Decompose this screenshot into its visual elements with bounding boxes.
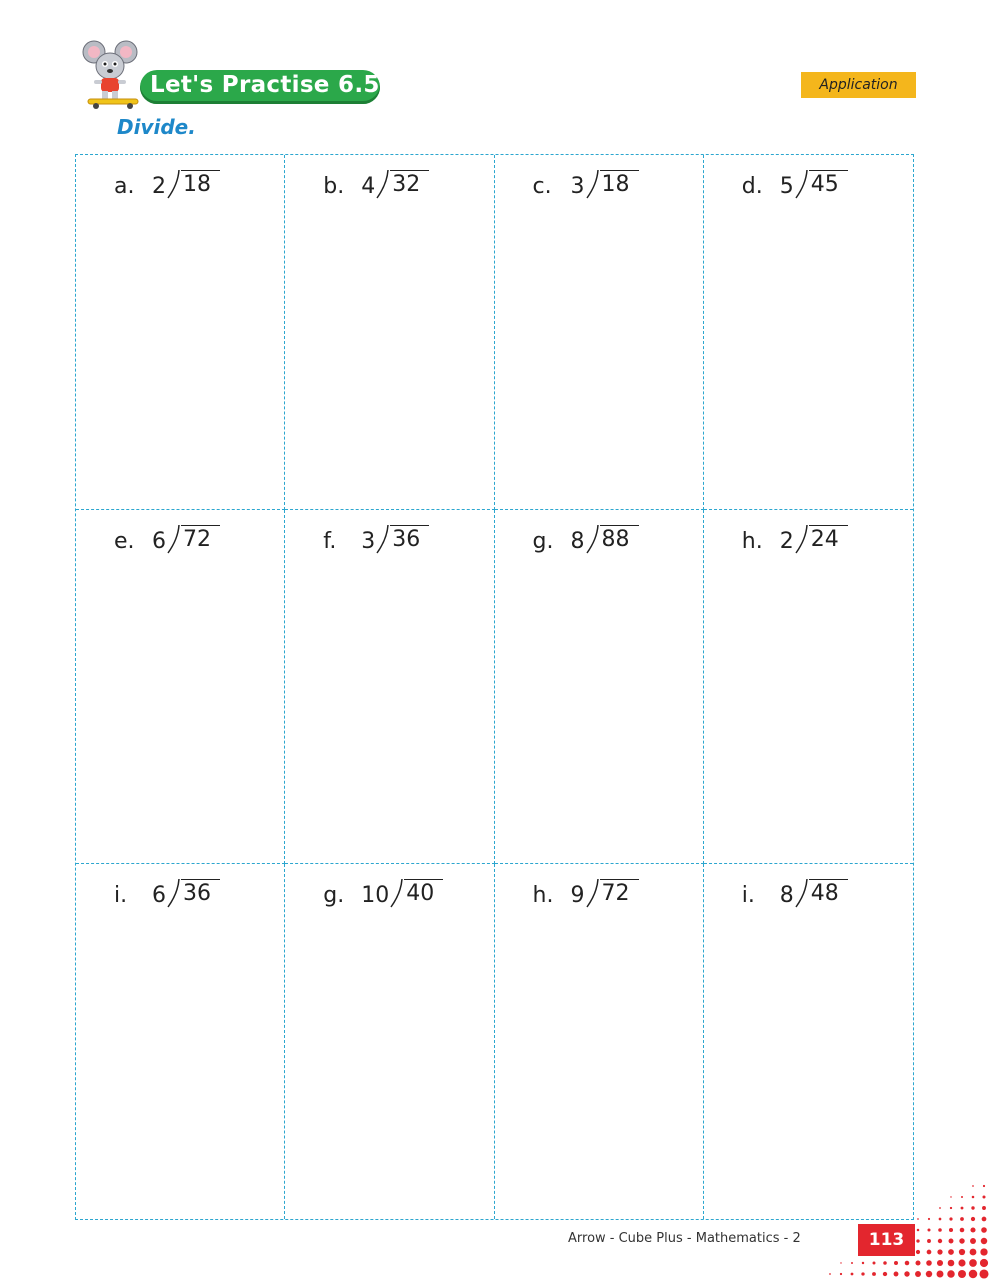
decorative-dot xyxy=(916,1239,919,1242)
division-problem xyxy=(114,524,220,554)
decorative-dot xyxy=(938,1239,942,1243)
decorative-dot xyxy=(840,1262,841,1263)
division-problem xyxy=(114,878,220,908)
dividend: 72 xyxy=(600,879,639,908)
problem-label: i. xyxy=(114,883,128,909)
decorative-dot xyxy=(960,1228,965,1233)
decorative-dot xyxy=(873,1262,876,1265)
division-problem xyxy=(533,169,639,199)
divisor: 3 xyxy=(361,528,376,554)
divisor: 2 xyxy=(779,528,794,554)
problem-cell xyxy=(76,864,285,1219)
problem-cell xyxy=(495,864,704,1219)
decorative-dot xyxy=(937,1271,944,1278)
decorative-dot xyxy=(939,1207,941,1209)
dividend: 40 xyxy=(404,879,443,908)
problem-label: h. xyxy=(741,528,763,554)
division-problem xyxy=(323,878,443,908)
division-bracket-icon xyxy=(586,169,599,199)
decorative-dot xyxy=(969,1270,978,1279)
decorative-dot xyxy=(981,1238,987,1244)
problem-cell xyxy=(495,155,704,510)
division-bracket-icon xyxy=(167,524,180,554)
problem-label: f. xyxy=(323,528,337,554)
decorative-dot xyxy=(927,1239,931,1243)
decorative-dot xyxy=(851,1273,854,1276)
problem-cell xyxy=(76,510,285,865)
division-problem xyxy=(742,169,848,199)
decorative-dot xyxy=(861,1272,864,1275)
decorative-dot xyxy=(915,1271,921,1277)
decorative-dot xyxy=(927,1250,932,1255)
mouse-mascot-icon xyxy=(80,40,142,110)
decorative-dot xyxy=(840,1273,842,1275)
decorative-dot xyxy=(971,1217,975,1221)
dividend: 24 xyxy=(809,525,848,554)
decorative-dot xyxy=(947,1270,954,1277)
problem-label: i. xyxy=(741,883,755,909)
problem-cell xyxy=(76,155,285,510)
decorative-dot xyxy=(970,1238,976,1244)
decorative-dot xyxy=(970,1227,975,1232)
divisor: 8 xyxy=(779,883,794,909)
division-bracket-icon xyxy=(167,878,180,908)
decorative-dot xyxy=(905,1261,910,1266)
divisor: 10 xyxy=(361,883,390,909)
problem-cell xyxy=(704,510,913,865)
division-problem xyxy=(533,878,639,908)
decorative-dot xyxy=(862,1262,864,1264)
decorative-dot xyxy=(972,1185,974,1187)
decorative-dot xyxy=(937,1260,943,1266)
dividend: 32 xyxy=(390,170,429,199)
page-number: 113 xyxy=(858,1224,915,1256)
decorative-dot xyxy=(982,1217,987,1222)
decorative-dot xyxy=(950,1207,952,1209)
decorative-dot xyxy=(926,1271,932,1277)
problem-label: h. xyxy=(532,883,554,909)
divisor: 4 xyxy=(361,174,376,199)
division-problem xyxy=(114,169,220,199)
decorative-dot xyxy=(872,1272,876,1276)
problem-cell xyxy=(704,864,913,1219)
decorative-dot xyxy=(972,1196,975,1199)
decorative-dot xyxy=(883,1261,887,1265)
book-title-footer: Arrow - Cube Plus - Mathematics - 2 xyxy=(568,1231,801,1246)
decorative-dot xyxy=(960,1217,964,1221)
divisor: 5 xyxy=(779,174,794,199)
application-tag: Application xyxy=(801,72,916,98)
decorative-dot xyxy=(928,1218,930,1220)
division-problem xyxy=(323,524,429,554)
decorative-dot xyxy=(950,1196,951,1197)
decorative-dot xyxy=(959,1238,964,1243)
decorative-dot xyxy=(970,1249,977,1256)
decorative-dot xyxy=(983,1185,985,1187)
decorative-dot xyxy=(916,1250,920,1254)
instruction-text: Divide. xyxy=(117,115,196,139)
dividend: 18 xyxy=(600,170,639,199)
division-problem xyxy=(323,169,429,199)
decorative-dot xyxy=(958,1259,965,1266)
decorative-dot xyxy=(948,1260,955,1267)
division-bracket-icon xyxy=(390,878,403,908)
decorative-dot xyxy=(938,1228,942,1232)
dividend: 48 xyxy=(809,879,848,908)
decorative-dot xyxy=(982,1206,986,1210)
problem-label: g. xyxy=(532,528,554,554)
problem-cell xyxy=(704,155,913,510)
divisor: 6 xyxy=(152,528,166,554)
division-bracket-icon xyxy=(795,524,808,554)
division-bracket-icon xyxy=(167,169,180,199)
decorative-dot xyxy=(980,1259,988,1267)
division-bracket-icon xyxy=(586,524,599,554)
decorative-dot xyxy=(961,1207,964,1210)
divisor: 9 xyxy=(570,883,585,909)
decorative-dot xyxy=(917,1229,920,1232)
division-problem xyxy=(742,878,848,908)
problem-grid xyxy=(75,154,914,1220)
divisor: 3 xyxy=(570,174,585,199)
divisor: 8 xyxy=(570,528,585,554)
dividend: 18 xyxy=(181,170,220,199)
decorative-dot xyxy=(829,1273,831,1275)
problem-cell xyxy=(285,864,494,1219)
decorative-dot xyxy=(904,1271,909,1276)
decorative-dot xyxy=(915,1260,920,1265)
problem-label: g. xyxy=(323,883,345,909)
decorative-dot xyxy=(949,1239,954,1244)
decorative-dot xyxy=(971,1206,974,1209)
decorative-dot xyxy=(969,1259,977,1267)
problem-label: b. xyxy=(323,174,345,199)
decorative-dot xyxy=(979,1269,988,1278)
decorative-dot xyxy=(894,1261,898,1265)
decorative-dot xyxy=(894,1272,899,1277)
decorative-dot xyxy=(927,1228,930,1231)
problem-label: c. xyxy=(532,174,552,199)
dividend: 88 xyxy=(600,525,639,554)
decorative-dot xyxy=(980,1248,987,1255)
decorative-dot xyxy=(982,1195,985,1198)
decorative-dot xyxy=(961,1196,963,1198)
decorative-dot xyxy=(948,1249,954,1255)
division-bracket-icon xyxy=(795,878,808,908)
decorative-dot xyxy=(958,1270,966,1278)
divisor: 2 xyxy=(152,174,166,199)
decorative-dot xyxy=(981,1227,987,1233)
division-bracket-icon xyxy=(376,169,389,199)
decorative-dot xyxy=(949,1217,952,1220)
page-title: Let's Practise 6.5 xyxy=(150,72,380,98)
division-bracket-icon xyxy=(376,524,389,554)
dividend: 45 xyxy=(809,170,848,199)
problem-label: d. xyxy=(741,174,763,199)
dividend: 72 xyxy=(181,525,220,554)
decorative-dot xyxy=(959,1249,965,1255)
division-bracket-icon xyxy=(586,878,599,908)
problem-label: e. xyxy=(114,528,135,554)
decorative-dot xyxy=(926,1260,932,1266)
decorative-dot xyxy=(939,1218,942,1221)
decorative-dot xyxy=(851,1262,853,1264)
problem-cell xyxy=(285,510,494,865)
division-problem xyxy=(533,524,639,554)
dividend: 36 xyxy=(390,525,429,554)
division-problem xyxy=(742,524,848,554)
decorative-dot xyxy=(949,1228,953,1232)
problem-label: a. xyxy=(114,174,135,199)
problem-cell xyxy=(285,155,494,510)
decorative-dot xyxy=(917,1218,919,1220)
division-bracket-icon xyxy=(795,169,808,199)
decorative-dot xyxy=(937,1249,942,1254)
problem-cell xyxy=(495,510,704,865)
decorative-dot xyxy=(883,1272,887,1276)
dividend: 36 xyxy=(181,879,220,908)
divisor: 6 xyxy=(152,883,166,909)
